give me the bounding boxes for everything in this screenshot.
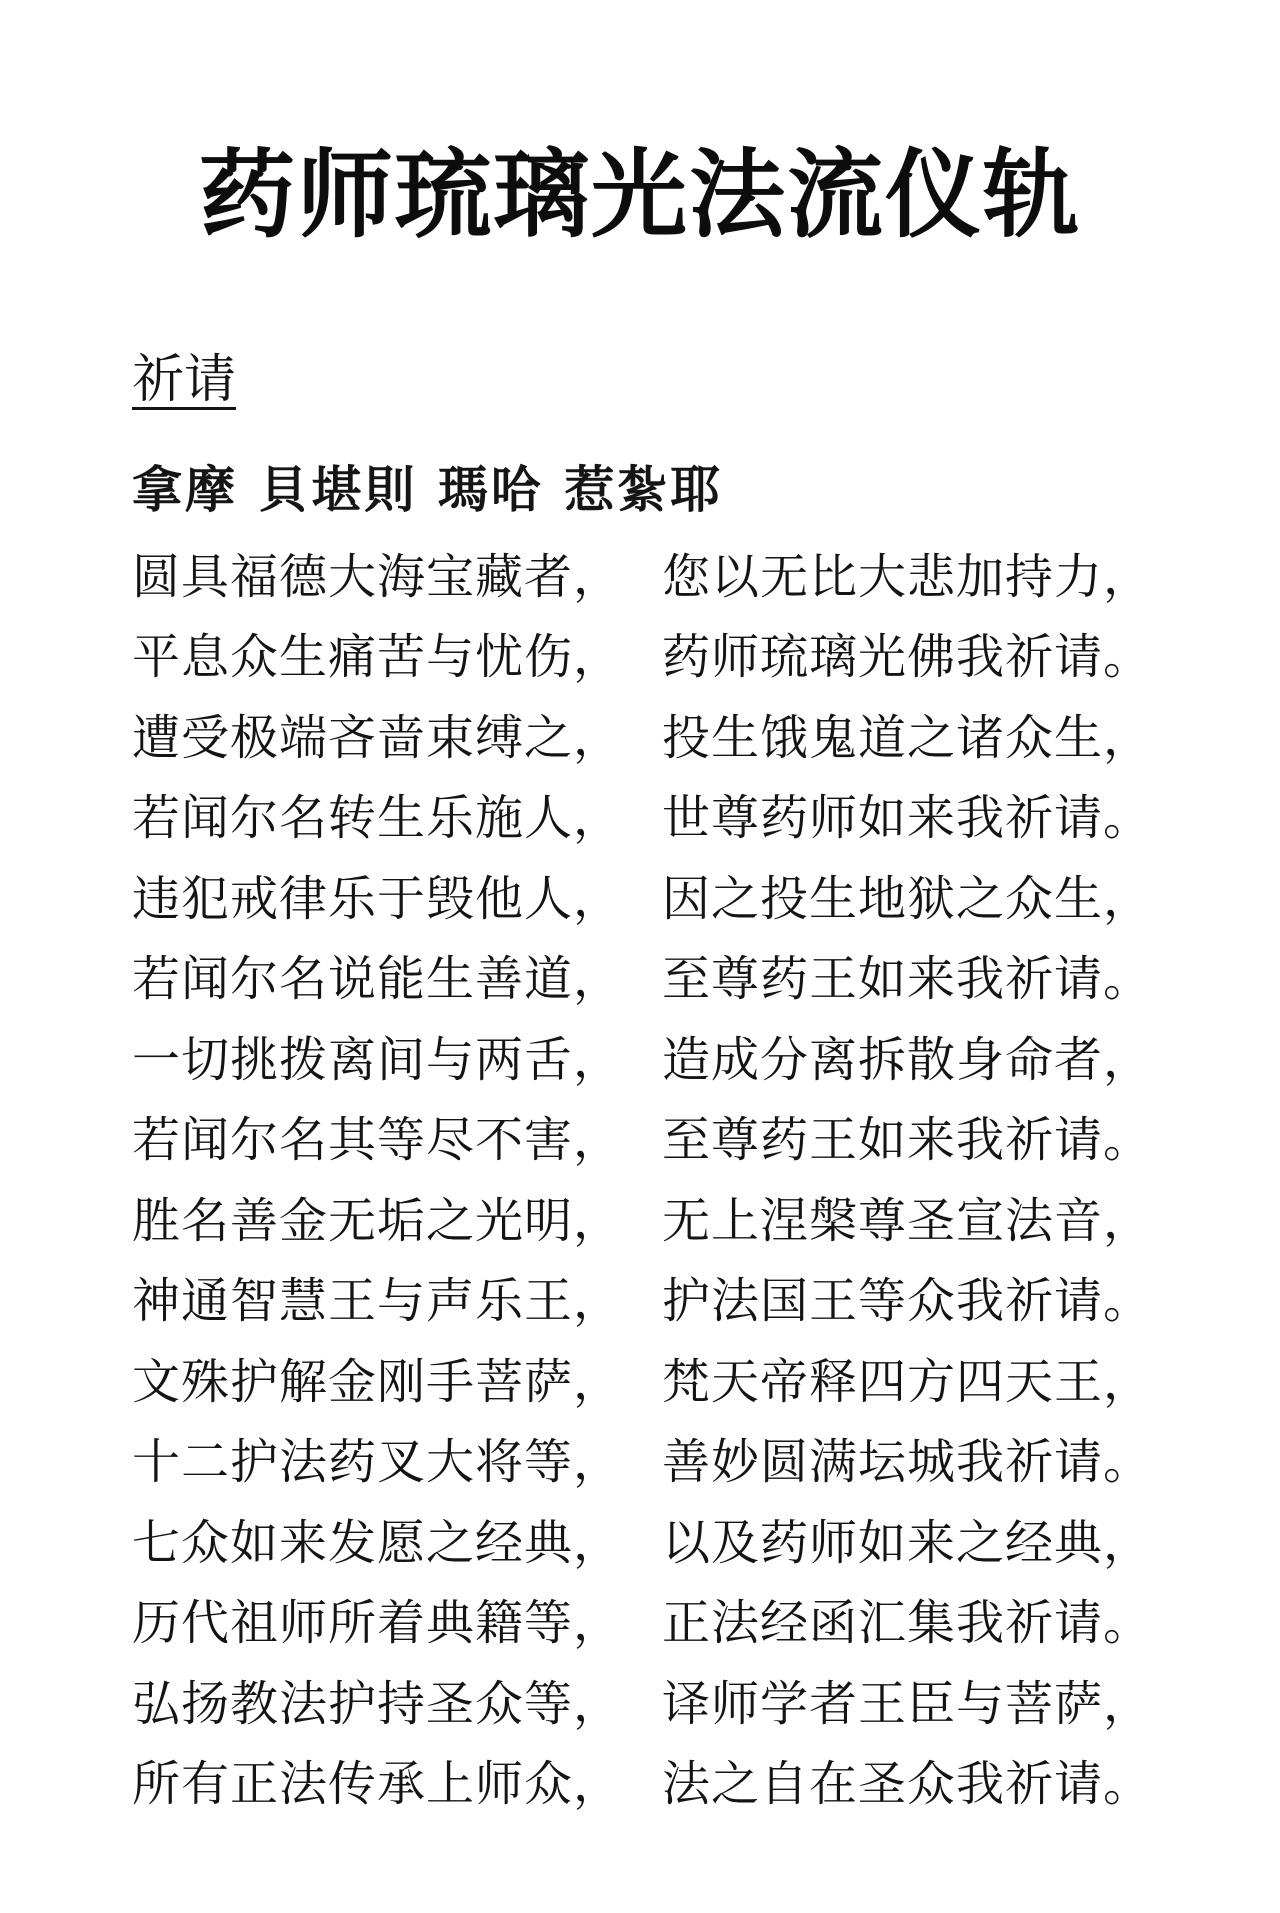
verse-left: 若闻尔名说能生善道， — [132, 951, 623, 1008]
verse-line — [132, 1740, 1192, 1821]
verse-line — [132, 1418, 1192, 1499]
verse-line — [132, 935, 1192, 1016]
verse-left: 七众如来发愿之经典， — [132, 1514, 623, 1571]
verse-right: 因之投生地狱之众生， — [662, 870, 1153, 927]
verse-right: 至尊药王如来我祈请。 — [662, 1112, 1153, 1169]
verse-right: 世尊药师如来我祈请。 — [662, 790, 1153, 847]
verse-line — [132, 532, 1192, 613]
mantra-line: 拿摩 貝堪則 瑪哈 惹紮耶 — [132, 460, 724, 519]
verse-left: 违犯戒律乐于毁他人， — [132, 870, 623, 927]
verse-right: 造成分离拆散身命者， — [662, 1031, 1153, 1088]
verse-left: 遭受极端吝啬束缚之， — [132, 709, 623, 766]
verse-right: 护法国王等众我祈请。 — [662, 1273, 1153, 1330]
verse-left: 平息众生痛苦与忧伤， — [132, 629, 623, 686]
verse-left: 若闻尔名其等尽不害， — [132, 1112, 623, 1169]
verse-line — [132, 854, 1192, 935]
verse-left: 若闻尔名转生乐施人， — [132, 790, 623, 847]
verse-line — [132, 1015, 1192, 1096]
verse-line — [132, 1498, 1192, 1579]
verse-left: 弘扬教法护持圣众等， — [132, 1675, 623, 1732]
verse-left: 十二护法药叉大将等， — [132, 1434, 623, 1491]
verse-left: 历代祖师所着典籍等， — [132, 1595, 623, 1652]
verse-right: 药师琉璃光佛我祈请。 — [662, 629, 1153, 686]
verse-line — [132, 693, 1192, 774]
verse-list — [132, 532, 1192, 1820]
verse-left: 所有正法传承上师众， — [132, 1756, 623, 1813]
verse-right: 以及药师如来之经典， — [662, 1514, 1153, 1571]
verse-right: 正法经函汇集我祈请。 — [662, 1595, 1153, 1652]
verse-left: 圆具福德大海宝藏者， — [132, 548, 623, 605]
verse-right: 梵天帝释四方四天王， — [662, 1353, 1153, 1410]
verse-right: 善妙圆满坛城我祈请。 — [662, 1434, 1153, 1491]
verse-line — [132, 1659, 1192, 1740]
verse-line — [132, 1257, 1192, 1338]
verse-right: 投生饿鬼道之诸众生， — [662, 709, 1153, 766]
verse-left: 胜名善金无垢之光明， — [132, 1192, 623, 1249]
verse-right: 您以无比大悲加持力， — [662, 548, 1153, 605]
verse-line — [132, 774, 1192, 855]
verse-line — [132, 1096, 1192, 1177]
page-title: 药师琉璃光法流仪轨 — [199, 139, 1081, 251]
verse-line — [132, 613, 1192, 694]
verse-line — [132, 1176, 1192, 1257]
verse-right: 译师学者王臣与菩萨， — [662, 1675, 1153, 1732]
verse-left: 神通智慧王与声乐王， — [132, 1273, 623, 1330]
verse-right: 法之自在圣众我祈请。 — [662, 1756, 1153, 1813]
verse-line — [132, 1579, 1192, 1660]
section-heading: 祈请 — [132, 350, 237, 410]
verse-left: 文殊护解金刚手菩萨， — [132, 1353, 623, 1410]
verse-left: 一切挑拨离间与两舌， — [132, 1031, 623, 1088]
verse-line — [132, 1337, 1192, 1418]
verse-right: 至尊药王如来我祈请。 — [662, 951, 1153, 1008]
verse-right: 无上涅槃尊圣宣法音， — [662, 1192, 1153, 1249]
